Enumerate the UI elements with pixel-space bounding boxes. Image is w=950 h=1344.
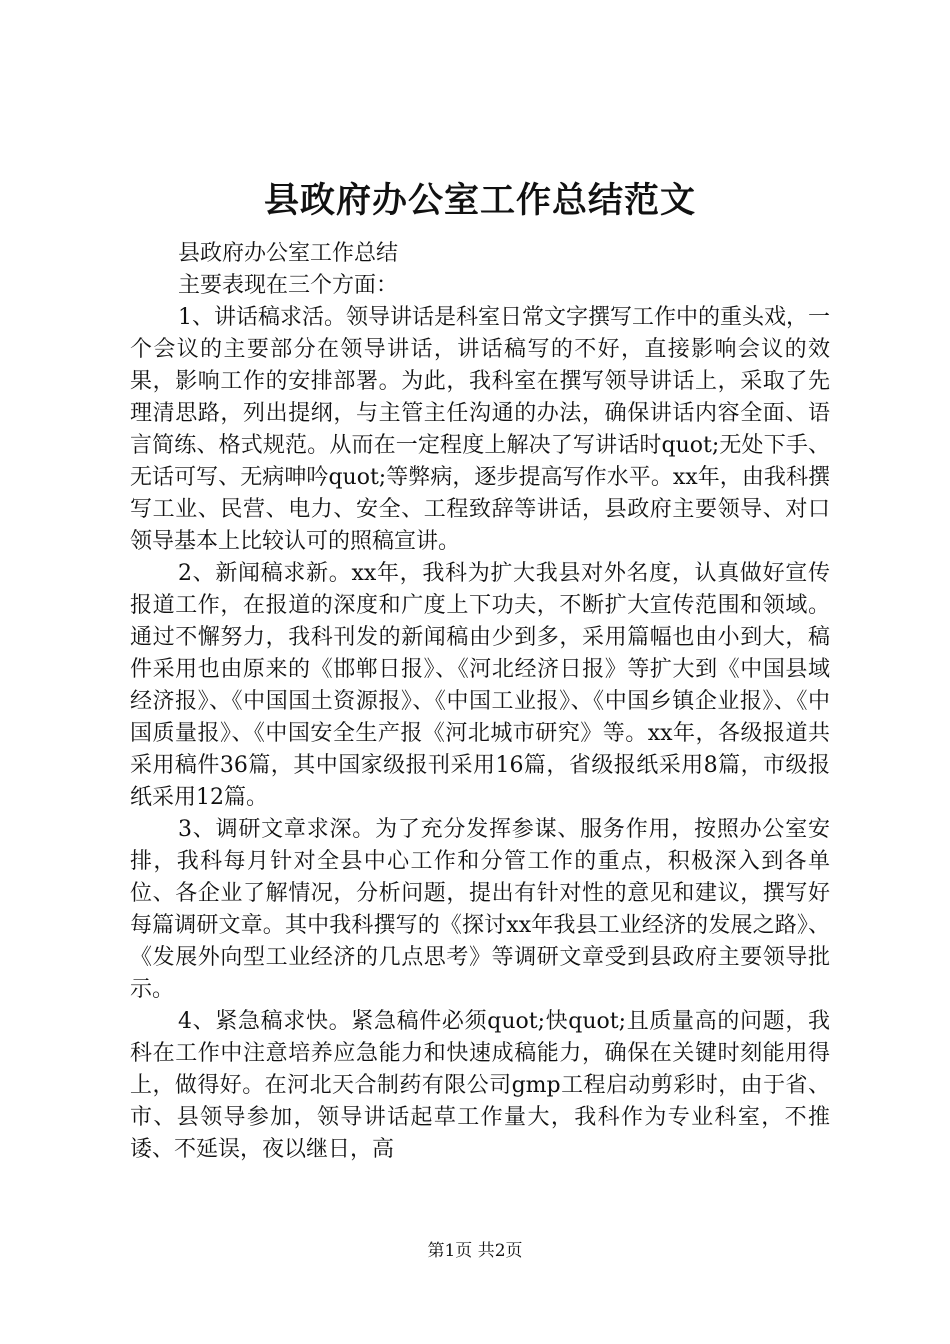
document-title: 县政府办公室工作总结范文 [263, 180, 696, 221]
paragraph-intro: 主要表现在三个方面： [178, 273, 399, 298]
page-footer: 第1页 共2页 [427, 1241, 523, 1261]
paragraph-news-drafts: 2、新闻稿求新。xx年，我科为扩大我县对外名度，认真做好宣传报道工作，在报道的深度和广度上下功夫，不断扩大宣传范围和领域。通过不懈努力，我科刊发的新闻稿由少到多，采用篇幅也由小到大，稿件采用也由原来的《邯郸日报》、《河北经济日报》等扩大到《中国县域经济报》、《中国国土资源报》、《中国工业报》、《中国乡镇企业报》、《中国质量报》、《中国安全生产报《河北城市研究》等。xx年，各级报道共采用稿件36篇，其中国家级报刊采用16篇，省级报纸采用8篇，市级报纸采用12篇。 [130, 561, 830, 810]
paragraph-subtitle: 县政府办公室工作总结 [178, 241, 399, 266]
paragraph-research-articles: 3、调研文章求深。为了充分发挥参谋、服务作用，按照办公室安排，我科每月针对全县中心工作和分管工作的重点，积极深入到各单位、各企业了解情况，分析问题，提出有针对性的意见和建议，撰写好每篇调研文章。其中我科撰写的《探讨xx年我县工业经济的发展之路》、《发展外向型工业经济的几点思考》等调研文章受到县政府主要领导批示。 [130, 817, 830, 1002]
paragraph-speech-drafts: 1、讲话稿求活。领导讲话是科室日常文字撰写工作中的重头戏，一个会议的主要部分在领导讲话，讲话稿写的不好，直接影响会议的效果，影响工作的安排部署。为此，我科室在撰写领导讲话上，采取了先理清思路，列出提纲，与主管主任沟通的办法，确保讲话内容全面、语言简练、格式规范。从而在一定程度上解决了写讲话时quot;无处下手、无话可写、无病呻吟quot;等弊病，逐步提高写作水平。xx年，由我科撰写工业、民营、电力、安全、工程致辞等讲话，县政府主要领导、对口领导基本上比较认可的照稿宣讲。 [130, 305, 830, 554]
document-page [130, 178, 830, 1166]
paragraph-urgent-drafts: 4、紧急稿求快。紧急稿件必须quot;快quot;且质量高的问题，我科在工作中注意培养应急能力和快速成稿能力，确保在关键时刻能用得上，做得好。在河北天合制药有限公司gmp工程启动剪彩时，由于省、市、县领导参加，领导讲话起草工作量大，我科作为专业科室，不推诿、不延误，夜以继日，高 [130, 1009, 830, 1162]
